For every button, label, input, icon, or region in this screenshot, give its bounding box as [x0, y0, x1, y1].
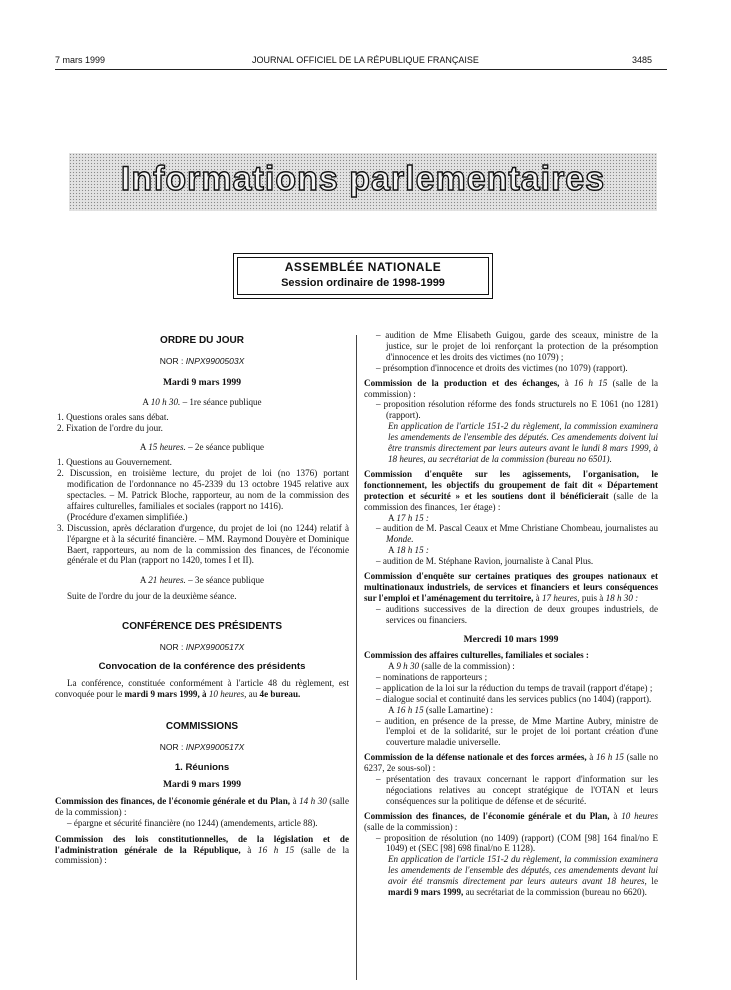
assembly-name: ASSEMBLÉE NATIONALE — [284, 260, 442, 274]
commission-finances-item: – épargne et sécurité financière (no 1244) (amendements, article 88). — [67, 817, 318, 828]
commission-culturelles: Commission des affaires culturelles, familiales et sociales : — [364, 650, 589, 661]
day-heading-mercredi: Mercredi 10 mars 1999 — [463, 633, 559, 645]
seance-1-item: 1. Questions orales sans débat. — [57, 411, 169, 422]
commission-finances-2-item: – proposition de résolution (no 1409) (rapport) (COM [98] 164 final/no E 1049) et (SEC [98] 698 final/no E 1128). — [376, 832, 658, 854]
commission-production-item: – proposition résolution réforme des fonds structurels no E 1061 (no 1281) (rapport). — [376, 399, 658, 421]
header-date: 7 mars 1999 — [55, 55, 106, 65]
commission-finances: Commission des finances, de l'économie générale et du Plan, à 14 h 30 (salle de la commission) : — [55, 795, 349, 817]
culturelles-time: A 9 h 30 (salle de la commission) : — [388, 660, 515, 671]
commission-enquete-dps: Commission d'enquête sur les agissements, l'organisation, le fonctionnement, les objectifs du groupement de fait dit « Département protection et sécurité » et les soutiens dont il bénéficierait (salle de la commission des finances, 1er étage) : — [364, 468, 659, 512]
header-page-number: 3485 — [632, 55, 653, 65]
culturelles-item: – dialogue social et continuité dans les services publics (no 1404) (rapport). — [376, 693, 652, 704]
commission-defense-item: – présentation des travaux concernant le rapport d'information sur les négociations relatives au concept stratégique de l'OTAN et leurs conséquences sur la politique de défense et de sécurité. — [376, 774, 658, 806]
seance-2-heading: A 15 heures. – 2e séance publique — [139, 442, 265, 453]
seance-2-procedure: (Procédure d'examen simplifiée.) — [67, 511, 188, 522]
culturelles-time: A 16 h 15 (salle Lamartine) : — [388, 704, 494, 715]
culturelles-item: – audition, en présence de la presse, de Mme Martine Aubry, ministre de l'emploi et de la solidarité, sur le projet de loi portant création d'une couverture maladie universelle. — [376, 715, 658, 748]
commission-defense: Commission de la défense nationale et des forces armées, à 16 h 15 (salle no 6237, 2e sous-sol) : — [364, 752, 659, 774]
assembly-session: Session ordinaire de 1998-1999 — [281, 277, 445, 289]
seance-1-heading: A 10 h 30. – 1re séance publique — [142, 396, 262, 407]
ordre-nor: NOR : INPX9900503X — [159, 356, 245, 366]
culturelles-item: – nominations de rapporteurs ; — [376, 671, 488, 682]
ordre-du-jour-heading: ORDRE DU JOUR — [160, 335, 244, 346]
commission-lois: Commission des lois constitutionnelles, de la législation et de l'administration générale de la République, à 16 h 15 (salle de la commission) : — [55, 833, 350, 866]
enquete-dps-item: – audition de M. Pascal Ceaux et Mme Christiane Chombeau, journalistes au Monde. — [376, 523, 658, 545]
seance-1-item: 2. Fixation de l'ordre du jour. — [57, 422, 163, 433]
day-heading-mardi: Mardi 9 mars 1999 — [162, 377, 242, 389]
reunions-heading: 1. Réunions — [174, 761, 230, 773]
convocation-text: La conférence, constituée conformément à l'article 48 du règlement, est convoquée pour le mardi 9 mars 1999, à 10 heures, au 4e bureau. — [55, 677, 349, 699]
conference-heading: CONFÉRENCE DES PRÉSIDENTS — [121, 621, 283, 633]
seance-2-item: 3. Discussion, après déclaration d'urgence, du projet de loi (no 1244) relatif à l'épargne et à la sécurité financière. – MM. Raymond Douyère et Dominique Baert, rapporteurs, au nom de la commission des finances, de l'économie générale et du Plan (rapport no 1420, tomes I et II). — [57, 522, 349, 566]
convocation-heading: Convocation de la conférence des présidents — [98, 661, 306, 673]
enquete-groupes-item: – auditions successives de la direction de deux groupes industriels, de services ou financiers. — [376, 603, 658, 625]
commission-finances-2: Commission des finances, de l'économie générale et du Plan, à 10 heures (salle de la commission) : — [364, 810, 658, 832]
seance-3-item: Suite de l'ordre du jour de la deuxième séance. — [67, 591, 237, 602]
commissions-heading: COMMISSIONS — [165, 720, 239, 732]
commission-finances-2-note: En application de l'article 151-2 du règlement, la commission examinera les amendements de l'ensemble des députés, ces amendements devant lui avoir été transmis directement par leurs auteurs avant 18 heures, le mardi 9 mars 1999, au secrétariat de la commission (bureau no 6620). — [388, 854, 658, 898]
commission-lois-item: – audition de Mme Elisabeth Guigou, garde des sceaux, ministre de la justice, sur le projet de loi renforçant la protection de la présomption d'innocence et les droits des victimes (no 1079) ; — [376, 330, 658, 362]
commission-lois-item: – présomption d'innocence et droits des victimes (no 1079) (rapport). — [376, 362, 628, 373]
header-journal: JOURNAL OFFICIEL DE LA RÉPUBLIQUE FRANÇAISE — [252, 55, 479, 65]
enquete-dps-time: A 17 h 15 : — [388, 512, 429, 523]
commission-enquete-groupes: Commission d'enquête sur certaines pratiques des groupes nationaux et multinationaux industriels, de services et financiers et leurs conséquences sur l'emploi et l'aménagement du territoire, à 17 heures, puis à 18 h 30 : — [364, 571, 658, 603]
right-column — [364, 330, 658, 898]
header-rule — [55, 69, 667, 70]
seance-3-heading: A 21 heures. – 3e séance publique — [139, 575, 265, 586]
seance-2-item: 2. Discussion, en troisième lecture, du projet de loi (no 1376) portant modification de l'ordonnance no 45-2339 du 13 octobre 1945 relative aux spectacles. – M. Patrick Bloche, rapporteur, au nom de la commission des affaires culturelles, familiales et sociales (rapport no 1416). — [57, 468, 349, 511]
page-header — [0, 55, 731, 69]
enquete-dps-item: – audition de M. Stéphane Ravion, journaliste à Canal Plus. — [376, 556, 594, 567]
commission-production: Commission de la production et des échanges, à 16 h 15 (salle de la commission) : — [364, 377, 659, 399]
commission-production-note: En application de l'article 151-2 du règlement, la commission examinera les amendements de l'ensemble des députés. Ces amendements doivent lui être transmis directement par leurs auteurs avant le lundi 8 mars 1999, à 18 heures, au secrétariat de la commission (bureau no 6501). — [388, 421, 658, 464]
seance-2-item: 1. Questions au Gouvernement. — [57, 457, 172, 468]
assembly-box — [237, 257, 489, 295]
conference-nor: NOR : INPX9900517X — [159, 642, 245, 653]
culturelles-item: – application de la loi sur la réduction du temps de travail (rapport d'étape) ; — [376, 682, 653, 693]
enquete-dps-time: A 18 h 15 : — [388, 545, 429, 556]
column-divider — [356, 335, 357, 980]
left-column — [55, 330, 349, 866]
day-heading-mardi: Mardi 9 mars 1999 — [162, 779, 242, 791]
banner-title: Informations parlementaires — [120, 160, 606, 198]
commissions-nor: NOR : INPX9900517X — [159, 741, 245, 752]
